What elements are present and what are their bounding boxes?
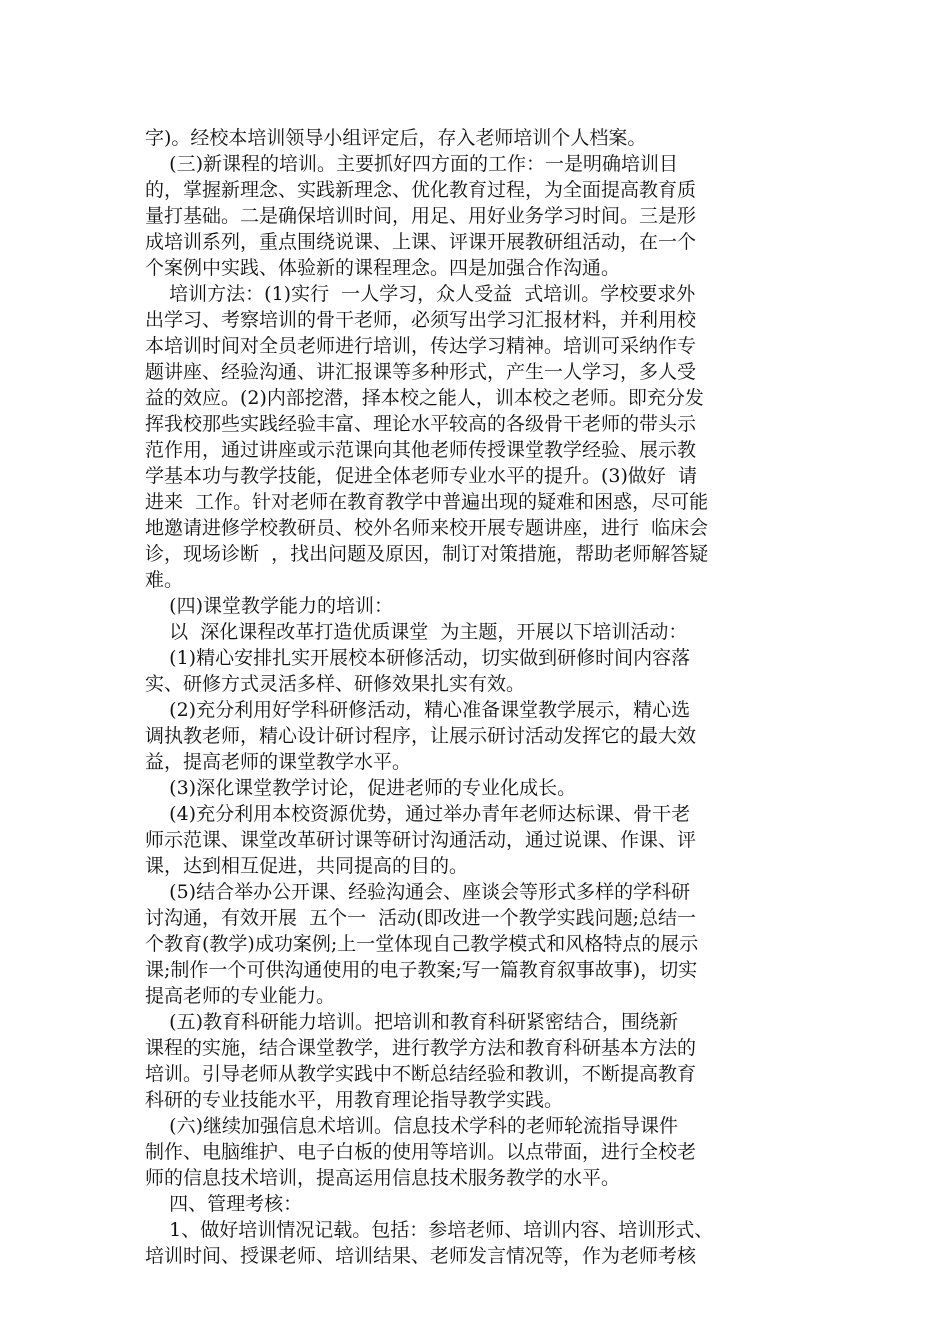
text-line: 字)。经校本培训领导小组评定后，存入老师培训个人档案。 <box>145 127 647 149</box>
text-line: 题讲座、经验沟通、讲汇报课等多种形式，产生一人学习，多人受 <box>145 361 697 383</box>
text-line: 诊，现场诊断 ，找出问题及原因，制订对策措施，帮助老师解答疑 <box>145 543 709 565</box>
text-line: 地邀请进修学校教研员、校外名师来校开展专题讲座，进行 临床会 <box>145 517 709 539</box>
text-line: 实、研修方式灵活多样、研修效果扎实有效。 <box>145 673 526 695</box>
text-line: 量打基础。二是确保培训时间，用足、用好业务学习时间。三是形 <box>145 205 697 227</box>
text-line: 本培训时间对全员老师进行培训，传达学习精神。培训可采纳作专 <box>145 335 697 357</box>
text-line: (5)结合举办公开课、经验沟通会、座谈会等形式多样的学科研 <box>145 881 691 903</box>
text-line: (六)继续加强信息术培训。信息技术学科的老师轮流指导课件 <box>145 1115 678 1137</box>
text-line: 讨沟通，有效开展 五个一 活动(即改进一个教学实践问题;总结一 <box>145 907 696 929</box>
text-line: (4)充分利用本校资源优势，通过举办青年老师达标课、骨干老 <box>145 803 691 825</box>
text-line: 益的效应。(2)内部挖潜，择本校之能人，训本校之老师。即充分发 <box>145 387 704 409</box>
document-body <box>145 125 825 1269</box>
text-line: 学基本功与教学技能，促进全体老师专业水平的提升。(3)做好 请 <box>145 465 697 487</box>
text-line: 师示范课、课堂改革研讨课等研讨沟通活动，通过说课、作课、评 <box>145 829 697 851</box>
text-line: 范作用，通过讲座或示范课向其他老师传授课堂教学经验、展示教 <box>145 439 697 461</box>
text-line: 难。 <box>145 569 184 591</box>
text-line: (1)精心安排扎实开展校本研修活动，切实做到研修时间内容落 <box>145 647 691 669</box>
text-line: 出学习、考察培训的骨干老师，必须写出学习汇报材料，并利用校 <box>145 309 697 331</box>
text-line: 益，提高老师的课堂教学水平。 <box>145 751 412 773</box>
text-line: (三)新课程的培训。主要抓好四方面的工作：一是明确培训目 <box>145 153 678 175</box>
text-line: 科研的专业技能水平，用教育理论指导教学实践。 <box>145 1089 564 1111</box>
text-line: 四、管理考核： <box>145 1193 303 1215</box>
text-line: 挥我校那些实践经验丰富、理论水平较高的各级骨干老师的带头示 <box>145 413 697 435</box>
text-line: 成培训系列，重点围绕说课、上课、评课开展教研组活动，在一个 <box>145 231 697 253</box>
text-line: 培训时间、授课老师、培训结果、老师发言情况等，作为老师考核 <box>145 1245 697 1267</box>
text-line: (3)深化课堂教学讨论，促进老师的专业化成长。 <box>145 777 577 799</box>
text-line: 以 深化课程改革打造优质课堂 为主题，开展以下培训活动： <box>145 621 688 643</box>
text-line: 课程的实施，结合课堂教学，进行教学方法和教育科研基本方法的 <box>145 1037 697 1059</box>
text-line: 师的信息技术培训，提高运用信息技术服务教学的水平。 <box>145 1167 621 1189</box>
text-line: 个案例中实践、体验新的课程理念。四是加强合作沟通。 <box>145 257 621 279</box>
text-line: 调执教老师，精心设计研讨程序，让展示研讨活动发挥它的最大效 <box>145 725 697 747</box>
text-line: 1、做好培训情况记载。包括：参培老师、培训内容、培训形式、 <box>145 1219 714 1241</box>
text-line: (五)教育科研能力培训。把培训和教育科研紧密结合，围绕新 <box>145 1011 678 1033</box>
text-line: 培训方法：(1)实行 一人学习，众人受益 式培训。学校要求外 <box>145 283 696 305</box>
text-line: (2)充分利用好学科研修活动，精心准备课堂教学展示，精心选 <box>145 699 691 721</box>
text-line: 个教育(教学)成功案例;上一堂体现自己教学模式和风格特点的展示 <box>145 933 699 955</box>
text-line: 制作、电脑维护、电子白板的使用等培训。以点带面，进行全校老 <box>145 1141 697 1163</box>
text-line: 提高老师的专业能力。 <box>145 985 336 1007</box>
text-line: 培训。引导老师从教学实践中不断总结经验和教训，不断提高教育 <box>145 1063 697 1085</box>
text-line: 的，掌握新理念、实践新理念、优化教育过程，为全面提高教育质 <box>145 179 697 201</box>
text-line: (四)课堂教学能力的培训： <box>145 595 393 617</box>
text-line: 进来 工作。针对老师在教育教学中普遍出现的疑难和困惑，尽可能 <box>145 491 709 513</box>
text-line: 课;制作一个可供沟通使用的电子教案;写一篇教育叙事故事)，切实 <box>145 959 698 981</box>
text-line: 课，达到相互促进，共同提高的目的。 <box>145 855 469 877</box>
